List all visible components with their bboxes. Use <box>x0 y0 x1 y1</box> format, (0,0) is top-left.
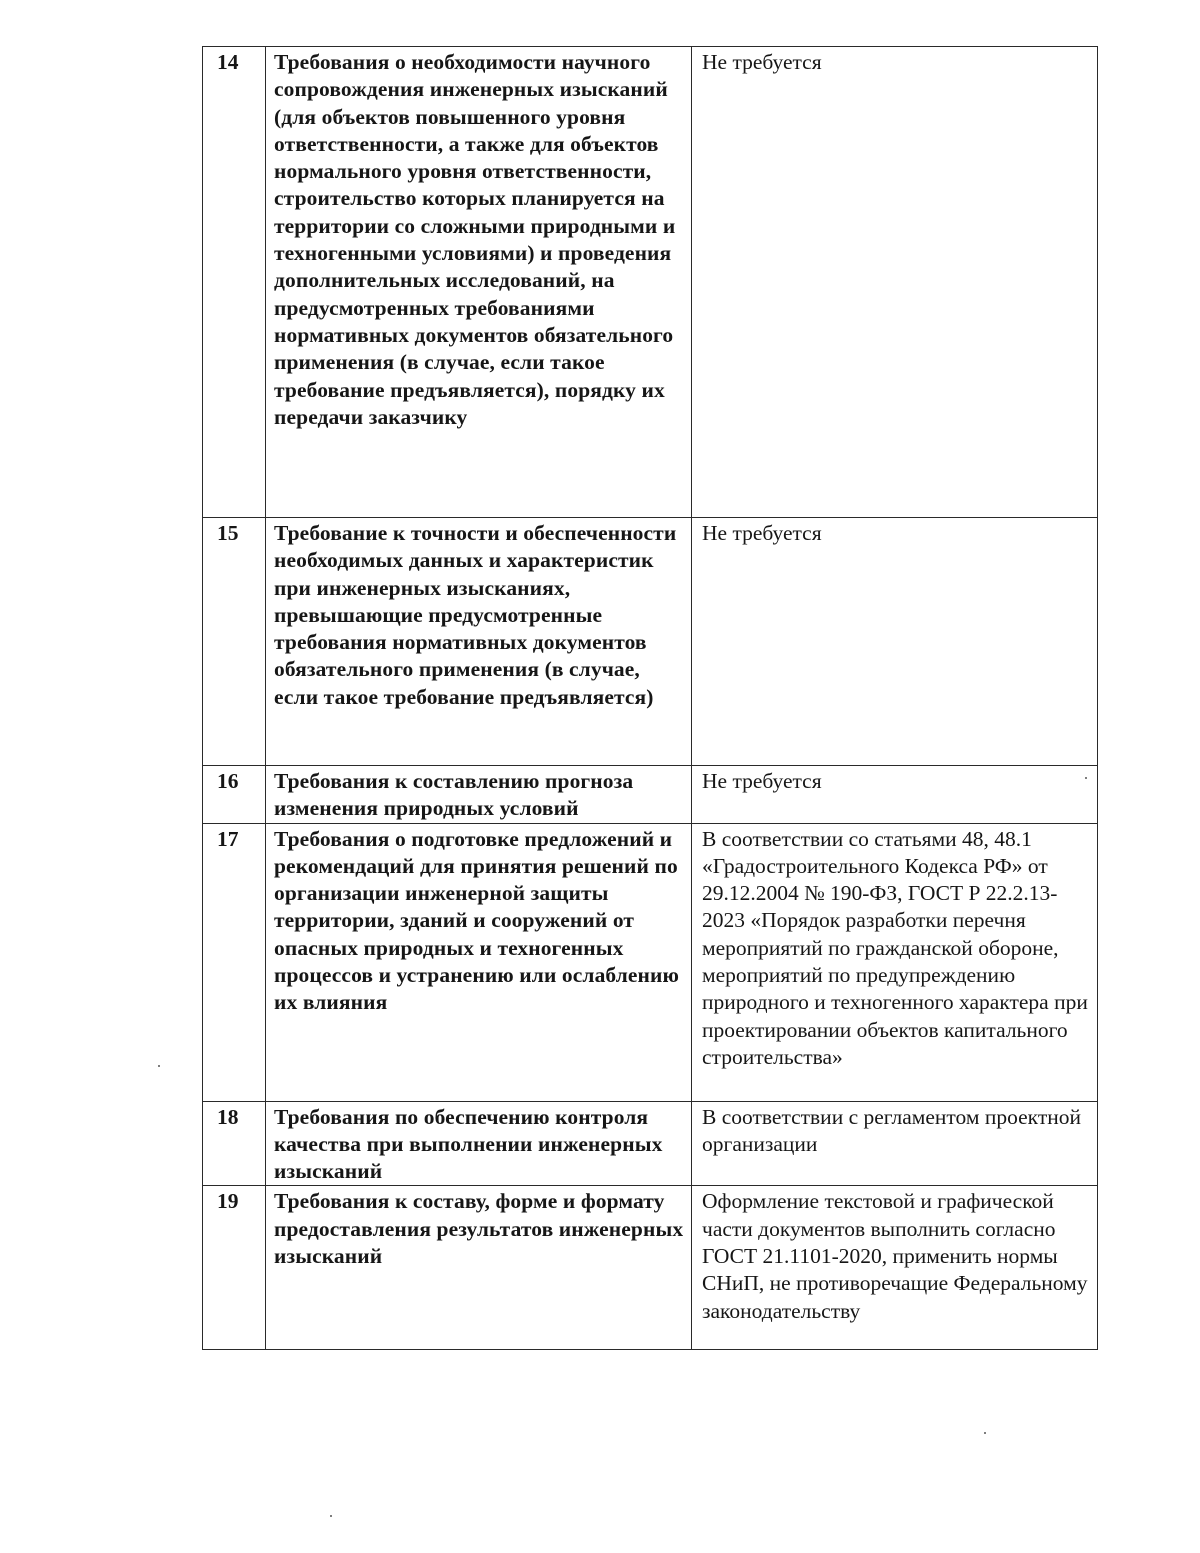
table-row <box>203 823 1098 1101</box>
requirement-text: Требования о необходимости научного сопровождения инженерных изысканий (для объектов повышенного уровня ответственности, а также для объектов нормального уровня ответственности, строительство которых планируется на территории со сложными природными и техногенными условиями) и проведения дополнительных исследований, на предусмотренных требованиями нормативных документов обязательного применения (в случае, если такое требование предъявляется), порядку их передачи заказчику <box>266 47 692 518</box>
table-row <box>203 1101 1098 1186</box>
requirement-value: Не требуется <box>692 766 1098 824</box>
requirements-table <box>202 46 1098 1350</box>
table-row <box>203 518 1098 766</box>
requirement-value: Не требуется <box>692 518 1098 766</box>
row-number: 16 <box>203 766 266 824</box>
row-number: 18 <box>203 1101 266 1186</box>
requirement-value: Не требуется <box>692 47 1098 518</box>
requirement-value: В соответствии с регламентом проектной организации <box>692 1101 1098 1186</box>
requirement-text: Требование к точности и обеспеченности необходимых данных и характеристик при инженерных изысканиях, превышающие предусмотренные требования нормативных документов обязательного применения (в случае, если такое требование предъявляется) <box>266 518 692 766</box>
requirement-text: Требования по обеспечению контроля качества при выполнении инженерных изысканий <box>266 1101 692 1186</box>
row-number: 14 <box>203 47 266 518</box>
table-row <box>203 766 1098 824</box>
requirement-value: В соответствии со статьями 48, 48.1 «Градостроительного Кодекса РФ» от 29.12.2004 № 190-ФЗ, ГОСТ Р 22.2.13-2023 «Порядок разработки перечня мероприятий по гражданской обороне, мероприятий по предупреждению природного и техногенного характера при проектировании объектов капитального строительства» <box>692 823 1098 1101</box>
requirement-text: Требования о подготовке предложений и рекомендаций для принятия решений по организации инженерной защиты территории, зданий и сооружений от опасных природных и техногенных процессов и устранению или ослаблению их влияния <box>266 823 692 1101</box>
requirement-text: Требования к составлению прогноза изменения природных условий <box>266 766 692 824</box>
table-row <box>203 1186 1098 1350</box>
requirement-text: Требования к составу, форме и формату предоставления результатов инженерных изысканий <box>266 1186 692 1350</box>
row-number: 19 <box>203 1186 266 1350</box>
row-number: 17 <box>203 823 266 1101</box>
requirement-value: Оформление текстовой и графической части документов выполнить согласно ГОСТ 21.1101-2020, применить нормы СНиП, не противоречащие Федеральному законодательству <box>692 1186 1098 1350</box>
row-number: 15 <box>203 518 266 766</box>
table-row <box>203 47 1098 518</box>
